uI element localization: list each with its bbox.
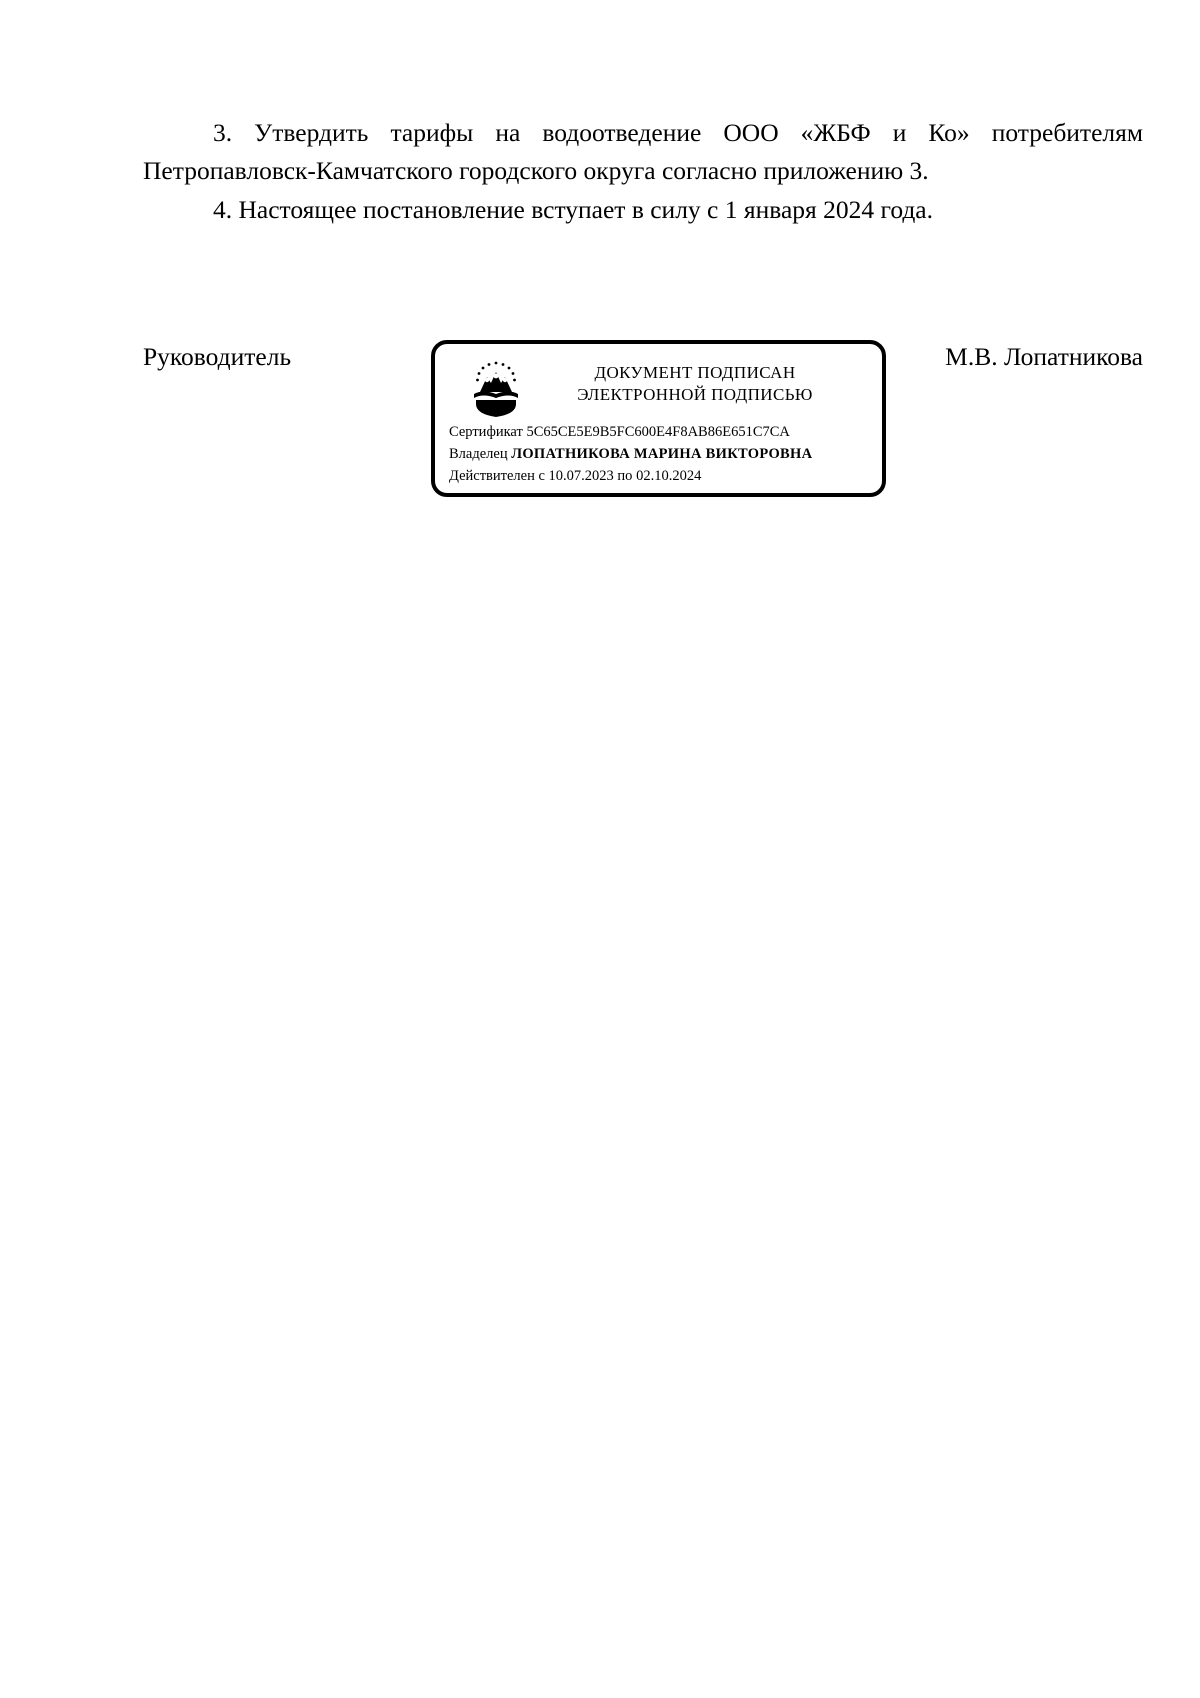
stamp-title-line-1: ДОКУМЕНТ ПОДПИСАН (594, 363, 796, 382)
electronic-signature-stamp (431, 340, 886, 497)
paragraph-3-line-2: Петропавловск-Камчатского городского округа согласно приложению 3. (143, 156, 929, 185)
validity-to-date: 02.10.2024 (636, 468, 702, 484)
validity-from-date: 10.07.2023 (548, 468, 614, 484)
stamp-title-line-2: ЭЛЕКТРОННОЙ ПОДПИСЬЮ (577, 385, 813, 404)
paragraph-3 (143, 114, 1143, 190)
validity-to-prefix: по (617, 468, 633, 484)
validity-label: Действителен (449, 468, 535, 484)
stamp-owner (449, 444, 812, 464)
owner-label: Владелец (449, 446, 508, 462)
stamp-title (540, 362, 850, 406)
certificate-label: Сертификат (449, 424, 523, 440)
signatory-name: М.В. Лопатникова (945, 342, 1143, 371)
stamp-certificate (449, 422, 790, 442)
owner-value: ЛОПАТНИКОВА МАРИНА ВИКТОРОВНА (511, 446, 813, 462)
validity-from-prefix: с (538, 468, 545, 484)
certificate-value: 5C65CE5E9B5FC600E4F8AB86E651C7CA (526, 424, 790, 440)
paragraph-3-line-1: 3. Утвердить тарифы на водоотведение ООО «ЖБФ и Ко» потребителям (213, 118, 1143, 147)
paragraph-4-text: 4. Настоящее постановление вступает в силу с 1 января 2024 года. (213, 195, 934, 224)
signatory-role: Руководитель (143, 342, 292, 371)
stamp-validity (449, 466, 701, 486)
paragraph-4 (143, 191, 1143, 229)
kamchatka-emblem-icon (470, 360, 522, 418)
